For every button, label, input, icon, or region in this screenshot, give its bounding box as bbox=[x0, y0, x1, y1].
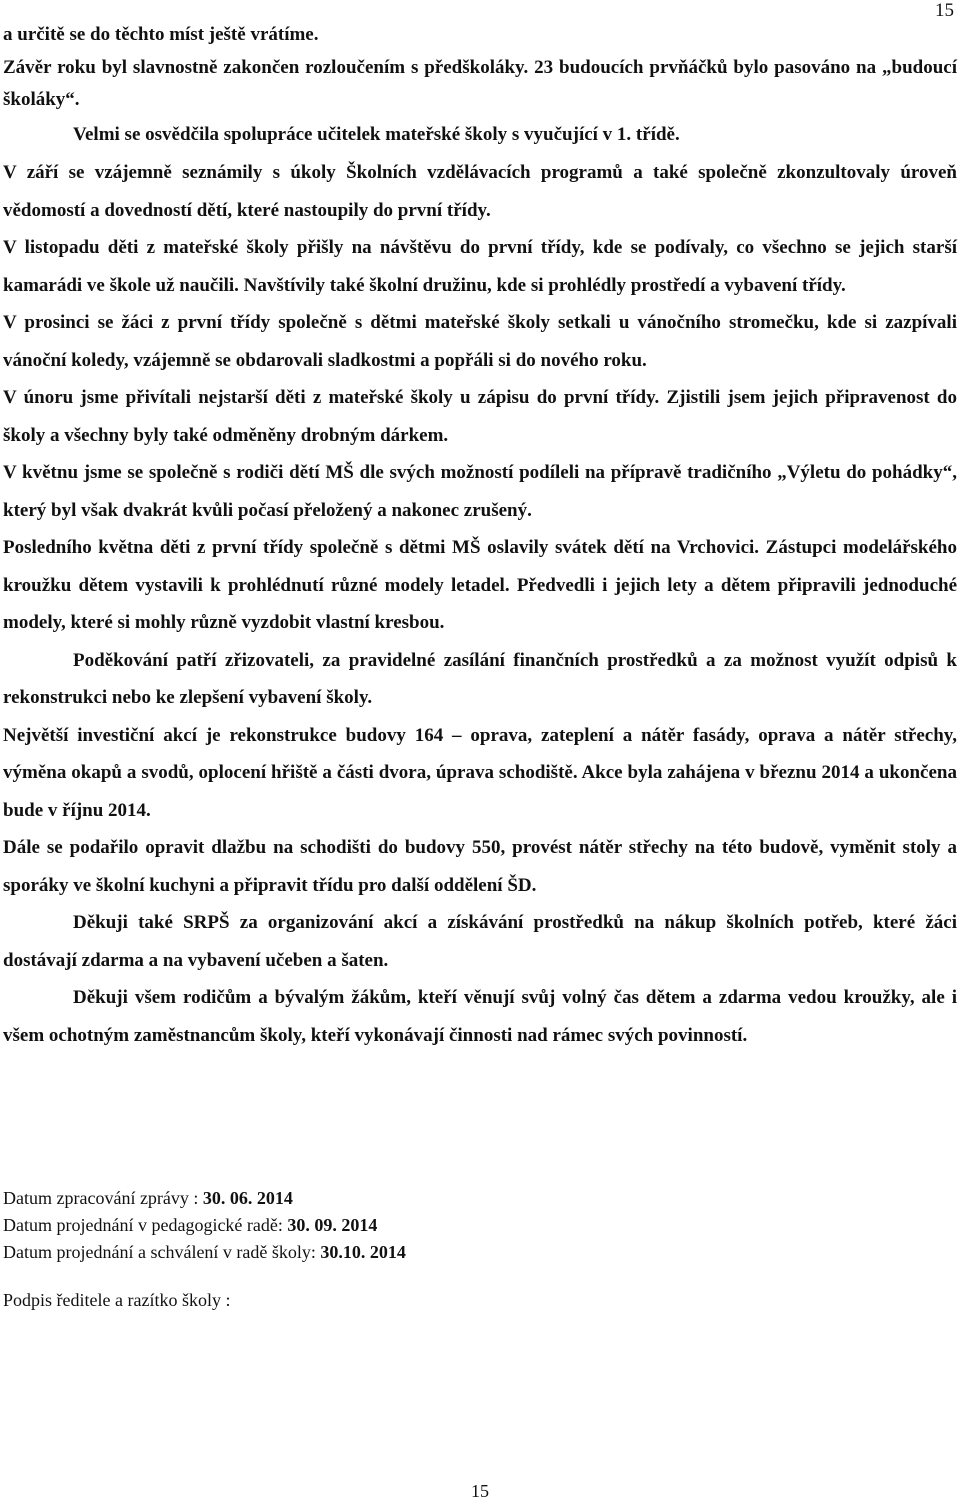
date-pedagogical-council bbox=[3, 1212, 406, 1239]
paragraph: Posledního května děti z první třídy společně s dětmi MŠ oslavily svátek dětí na Vrchovici. Zástupci modelářského kroužku dětem vystavili k prohlédnutí různé modely letadel. Předvedli i jejich lety a dětem připravili jednoduché modely, které si mohly různě vyzdobit vlastní kresbou. bbox=[3, 537, 957, 633]
date-school-council bbox=[3, 1239, 406, 1266]
date-label: Datum projednání v pedagogické radě: bbox=[3, 1215, 288, 1235]
paragraph: Velmi se osvědčila spolupráce učitelek mateřské školy s vyučující v 1. třídě. bbox=[73, 124, 680, 145]
paragraph: Závěr roku byl slavnostně zakončen rozloučením s předškoláky. 23 budoucích prvňáčků bylo pasováno na „budoucí školáky“. bbox=[3, 57, 957, 110]
report-dates bbox=[3, 1185, 406, 1266]
paragraph: V květnu jsme se společně s rodiči dětí MŠ dle svých možností podíleli na přípravě tradičního „Výletu do pohádky“, který byl však dvakrát kvůli počasí přeložený a nakonec zrušený. bbox=[3, 462, 957, 521]
date-label: Datum zpracování zprávy : bbox=[3, 1188, 203, 1208]
paragraph: V prosinci se žáci z první třídy společně s dětmi mateřské školy setkali u vánočního stromečku, kde si zazpívali vánoční koledy, vzájemně se obdarovali sladkostmi a popřáli si do nového roku. bbox=[3, 312, 957, 371]
paragraph: Poděkování patří zřizovateli, za pravidelné zasílání finančních prostředků a za možnost využít odpisů k rekonstrukci nebo ke zlepšení vybavení školy. bbox=[3, 649, 957, 708]
date-processing bbox=[3, 1185, 406, 1212]
paragraph: Děkuji také SRPŠ za organizování akcí a získávání prostředků na nákup školních potřeb, které žáci dostávají zdarma a na vybavení učeben a šaten. bbox=[3, 912, 957, 971]
signature-line: Podpis ředitele a razítko školy : bbox=[3, 1290, 231, 1310]
date-value: 30. 09. 2014 bbox=[287, 1215, 378, 1235]
paragraph: a určitě se do těchto míst ještě vrátíme. bbox=[3, 24, 319, 45]
paragraph: V listopadu děti z mateřské školy přišly na návštěvu do první třídy, kde se podívaly, co všechno se jejich starší kamarádi ve škole už naučili. Navštívily také školní družinu, kde si prohlédly prostředí a vybavení třídy. bbox=[3, 237, 957, 296]
date-value: 30.10. 2014 bbox=[320, 1242, 406, 1262]
paragraph: Největší investiční akcí je rekonstrukce budovy 164 – oprava, zateplení a nátěr fasády, oprava a nátěr střechy, výměna okapů a svodů, oplocení hřiště a části dvora, úprava schodiště. Akce byla zahájena v březnu 2014 a ukončena bude v říjnu 2014. bbox=[3, 724, 957, 821]
document-body bbox=[3, 18, 957, 1054]
page-number-bottom: 15 bbox=[471, 1481, 489, 1501]
date-label: Datum projednání a schválení v radě školy: bbox=[3, 1242, 321, 1262]
paragraph: V září se vzájemně seznámily s úkoly Školních vzdělávacích programů a také společně zkonzultovaly úroveň vědomostí a dovedností dětí, které nastoupily do první třídy. bbox=[3, 162, 957, 221]
paragraph: V únoru jsme přivítali nejstarší děti z mateřské školy u zápisu do první třídy. Zjistili jsem jejich připravenost do školy a všechny byly také odměněny drobným dárkem. bbox=[3, 387, 957, 446]
paragraph: Dále se podařilo opravit dlažbu na schodišti do budovy 550, provést nátěr střechy na této budově, vyměnit stoly a sporáky ve školní kuchyni a připravit třídu pro další oddělení ŠD. bbox=[3, 837, 957, 896]
page-number-top: 15 bbox=[935, 0, 954, 21]
paragraph: Děkuji všem rodičům a bývalým žákům, kteří věnují svůj volný čas dětem a zdarma vedou kroužky, ale i všem ochotným zaměstnancům školy, kteří vykonávají činnosti nad rámec svých povinností. bbox=[3, 987, 957, 1046]
date-value: 30. 06. 2014 bbox=[202, 1188, 293, 1208]
